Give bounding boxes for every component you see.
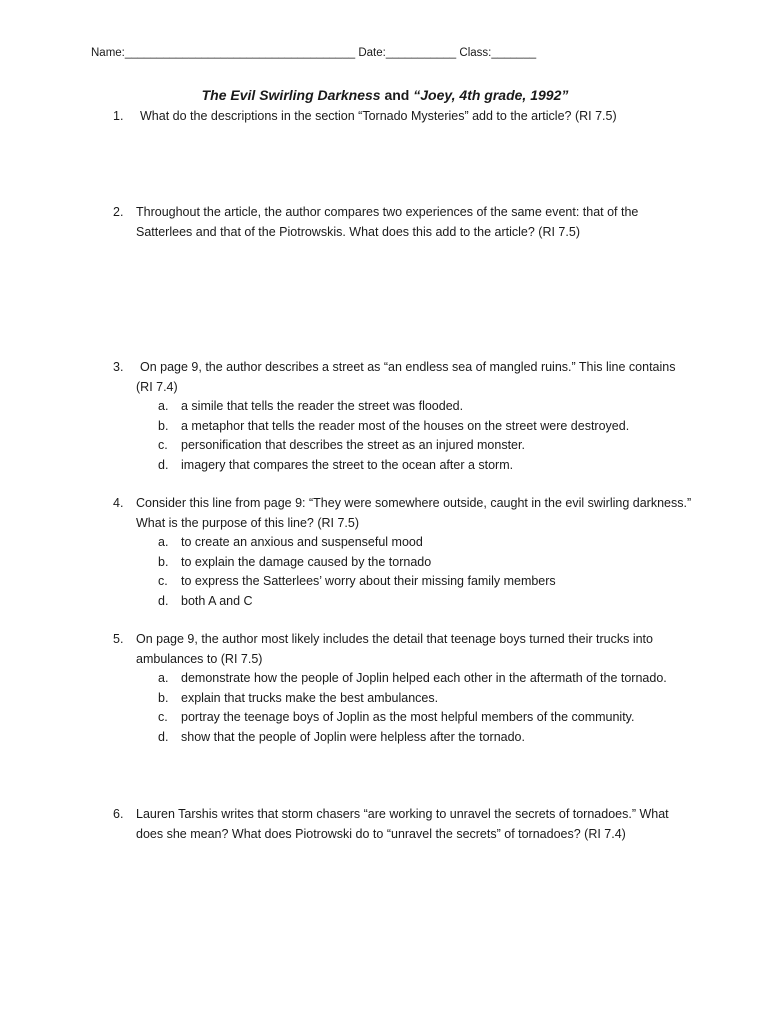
- option-text: to explain the damage caused by the tornado: [181, 554, 432, 569]
- option-letter: c.: [158, 574, 168, 588]
- name-blank: ____________________________________: [124, 47, 356, 59]
- answer-option: [113, 592, 693, 612]
- date-label: Date:: [358, 47, 386, 59]
- question-number: 1.: [113, 109, 124, 123]
- option-letter: d.: [158, 729, 169, 744]
- header-fields: [91, 47, 536, 59]
- class-blank: _______: [491, 47, 537, 59]
- name-label: Name:: [91, 47, 125, 59]
- answer-option: [113, 456, 693, 476]
- option-text: to express the Satterlees’ worry about their missing family members: [181, 574, 556, 588]
- answer-option: [113, 417, 693, 437]
- option-letter: d.: [158, 457, 169, 472]
- answer-option: [113, 669, 693, 689]
- answer-option: [113, 397, 693, 417]
- option-text: a simile that tells the reader the street was flooded.: [181, 399, 464, 413]
- question-text: On page 9, the author most likely includes the detail that teenage boys turned their trucks into ambulances to (RI 7.5): [136, 632, 653, 666]
- question-5: [113, 630, 693, 747]
- class-label: Class:: [459, 47, 492, 59]
- option-letter: b.: [158, 554, 169, 569]
- option-text: demonstrate how the people of Joplin helped each other in the aftermath of the tornado.: [181, 671, 667, 685]
- option-letter: c.: [158, 710, 168, 724]
- worksheet-title: [0, 87, 770, 103]
- answer-options: [113, 533, 693, 611]
- question-6: [113, 805, 693, 844]
- option-letter: c.: [158, 438, 168, 452]
- option-letter: b.: [158, 690, 169, 705]
- question-text: Throughout the article, the author compares two experiences of the same event: that of the Satterlees and that of the Piotrowskis. What does this add to the article? (RI 7.5): [136, 205, 639, 239]
- question-text: On page 9, the author describes a street as “an endless sea of mangled ruins.” This line contains (RI 7.4): [136, 360, 676, 394]
- option-text: portray the teenage boys of Joplin as the most helpful members of the community.: [181, 710, 635, 724]
- question-number: 4.: [113, 496, 124, 510]
- question-text: What do the descriptions in the section “Tornado Mysteries” add to the article? (RI 7.5): [140, 109, 617, 123]
- option-letter: b.: [158, 418, 169, 433]
- option-letter: d.: [158, 593, 169, 608]
- answer-option: [113, 728, 693, 748]
- question-4: [113, 494, 693, 611]
- question-number: 3.: [113, 360, 124, 374]
- answer-options: [113, 669, 693, 747]
- option-letter: a.: [158, 535, 169, 549]
- title-story-one: The Evil Swirling Darkness: [201, 87, 381, 103]
- option-text: a metaphor that tells the reader most of the houses on the street were destroyed.: [181, 418, 630, 433]
- option-text: both A and C: [181, 593, 253, 608]
- answer-options: [113, 397, 693, 475]
- question-number: 2.: [113, 205, 124, 219]
- option-letter: a.: [158, 671, 169, 685]
- question-2: [113, 203, 693, 242]
- question-number: 5.: [113, 632, 124, 646]
- option-text: explain that trucks make the best ambulances.: [181, 690, 439, 705]
- option-letter: a.: [158, 399, 169, 413]
- answer-option: [113, 708, 693, 728]
- date-blank: ___________: [385, 47, 457, 59]
- question-number: 6.: [113, 807, 124, 821]
- answer-option: [113, 436, 693, 456]
- option-text: show that the people of Joplin were helpless after the tornado.: [181, 729, 525, 744]
- answer-option: [113, 553, 693, 573]
- answer-option: [113, 689, 693, 709]
- title-connector: and: [380, 87, 414, 103]
- option-text: imagery that compares the street to the ocean after a storm.: [181, 457, 514, 472]
- answer-option: [113, 572, 693, 592]
- question-1: [113, 107, 693, 127]
- question-text: Lauren Tarshis writes that storm chasers “are working to unravel the secrets of tornadoes.” What does she mean? What does Piotrowski do to “unravel the secrets” of tornadoes? (RI 7.4): [136, 807, 669, 841]
- title-story-two: “Joey, 4th grade, 1992”: [413, 87, 569, 103]
- option-text: to create an anxious and suspenseful mood: [181, 535, 423, 549]
- question-text: Consider this line from page 9: “They were somewhere outside, caught in the evil swirling darkness.” What is the purpose of this line? (RI 7.5): [136, 496, 692, 530]
- question-3: [113, 358, 693, 475]
- answer-option: [113, 533, 693, 553]
- option-text: personification that describes the street as an injured monster.: [181, 438, 525, 452]
